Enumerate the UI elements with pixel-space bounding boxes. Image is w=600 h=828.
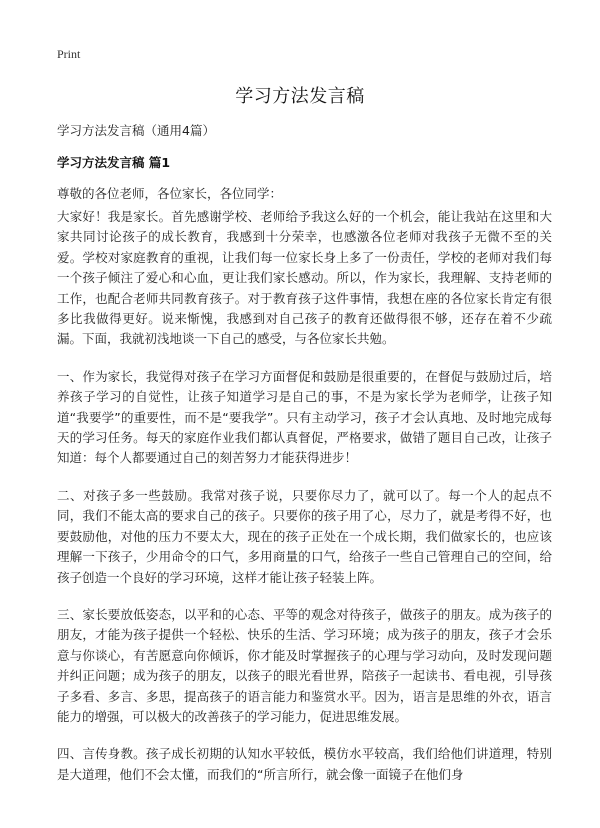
- print-link[interactable]: Print: [57, 47, 81, 61]
- body-text: [57, 207, 552, 785]
- paragraph-intro: 大家好！我是家长。首先感谢学校、老师给予我这么好的一个机会，能让我站在这里和大家共同讨论孩子的成长教育，我感到十分荣幸，也感激各位老师对我孩子无微不至的关爱。学校对家庭教育的重视，让我们每一位家长身上多了一份责任，学校的老师对我们每一个孩子倾注了爱心和心血，更让我们家长感动。所以，作为家长，我理解、支持老师的工作，也配合老师共同教育孩子。对于教育孩子这件事情，我想在座的各位家长肯定有很多比我做得更好。说来惭愧，我感到对自己孩子的教育还做得很不够，还存在着不少疏漏。下面，我就初浅地谈一下自己的感受，与各位家长共勉。: [57, 209, 552, 347]
- paragraph-point-4: 四、言传身教。孩子成长初期的认知水平较低，模仿水平较高，我们给他们讲道理，特别是大道理，他们不会太懂，而我们的“所言所行，就会像一面镜子在他们身: [57, 746, 552, 782]
- section-heading: 学习方法发言稿 篇1: [57, 155, 171, 170]
- paragraph-point-2: 二、对孩子多一些鼓励。我常对孩子说，只要你尽力了，就可以了。每一个人的起点不同，我们不能太高的要求自己的孩子。只要你的孩子用了心，尽力了，就是考得不好，也要鼓励他，对他的压力不要太大，现在的孩子正处在一个成长期，我们做家长的，也应该理解一下孩子，少用命令的口气，多用商量的口气，给孩子一些自己管理自己的空间，给孩子创造一个良好的学习环境，这样才能让孩子轻装上阵。: [57, 487, 552, 585]
- greeting-line: 尊敬的各位老师，各位家长，各位同学：: [57, 186, 283, 201]
- paragraph-point-1: 一、作为家长，我觉得对孩子在学习方面督促和鼓励是很重要的，在督促与鼓励过后，培养孩子学习的自觉性，让孩子知道学习是自己的事，不是为家长学为老师学，让孩子知道“我要学”的重要性，而不是“要我学”。只有主动学习，孩子才会认真地、及时地完成每天的学习任务。每天的家庭作业我们都认真督促，严格要求，做错了题目自己改，让孩子知道：每个人都要通过自己的刻苦努力才能获得进步！: [57, 368, 552, 466]
- paragraph-point-3: 三、家长要放低姿态，以平和的心态、平等的观念对待孩子，做孩子的朋友。成为孩子的朋友，才能为孩子提供一个轻松、快乐的生活、学习环境；成为孩子的朋友，孩子才会乐意与你谈心，有苦愿意向你倾诉，你才能及时掌握孩子的心理与学习动向，及时发现问题并纠正问题；成为孩子的朋友，以孩子的眼光看世界，陪孩子一起读书、看电视，引导孩子多看、多言、多思，提高孩子的语言能力和鉴赏水平。因为，语言是思维的外衣，语言能力的增强，可以极大的改善孩子的学习能力，促进思维发展。: [57, 606, 552, 724]
- document-subtitle: 学习方法发言稿（通用4篇）: [57, 123, 215, 138]
- page-title: 学习方法发言稿: [235, 86, 365, 107]
